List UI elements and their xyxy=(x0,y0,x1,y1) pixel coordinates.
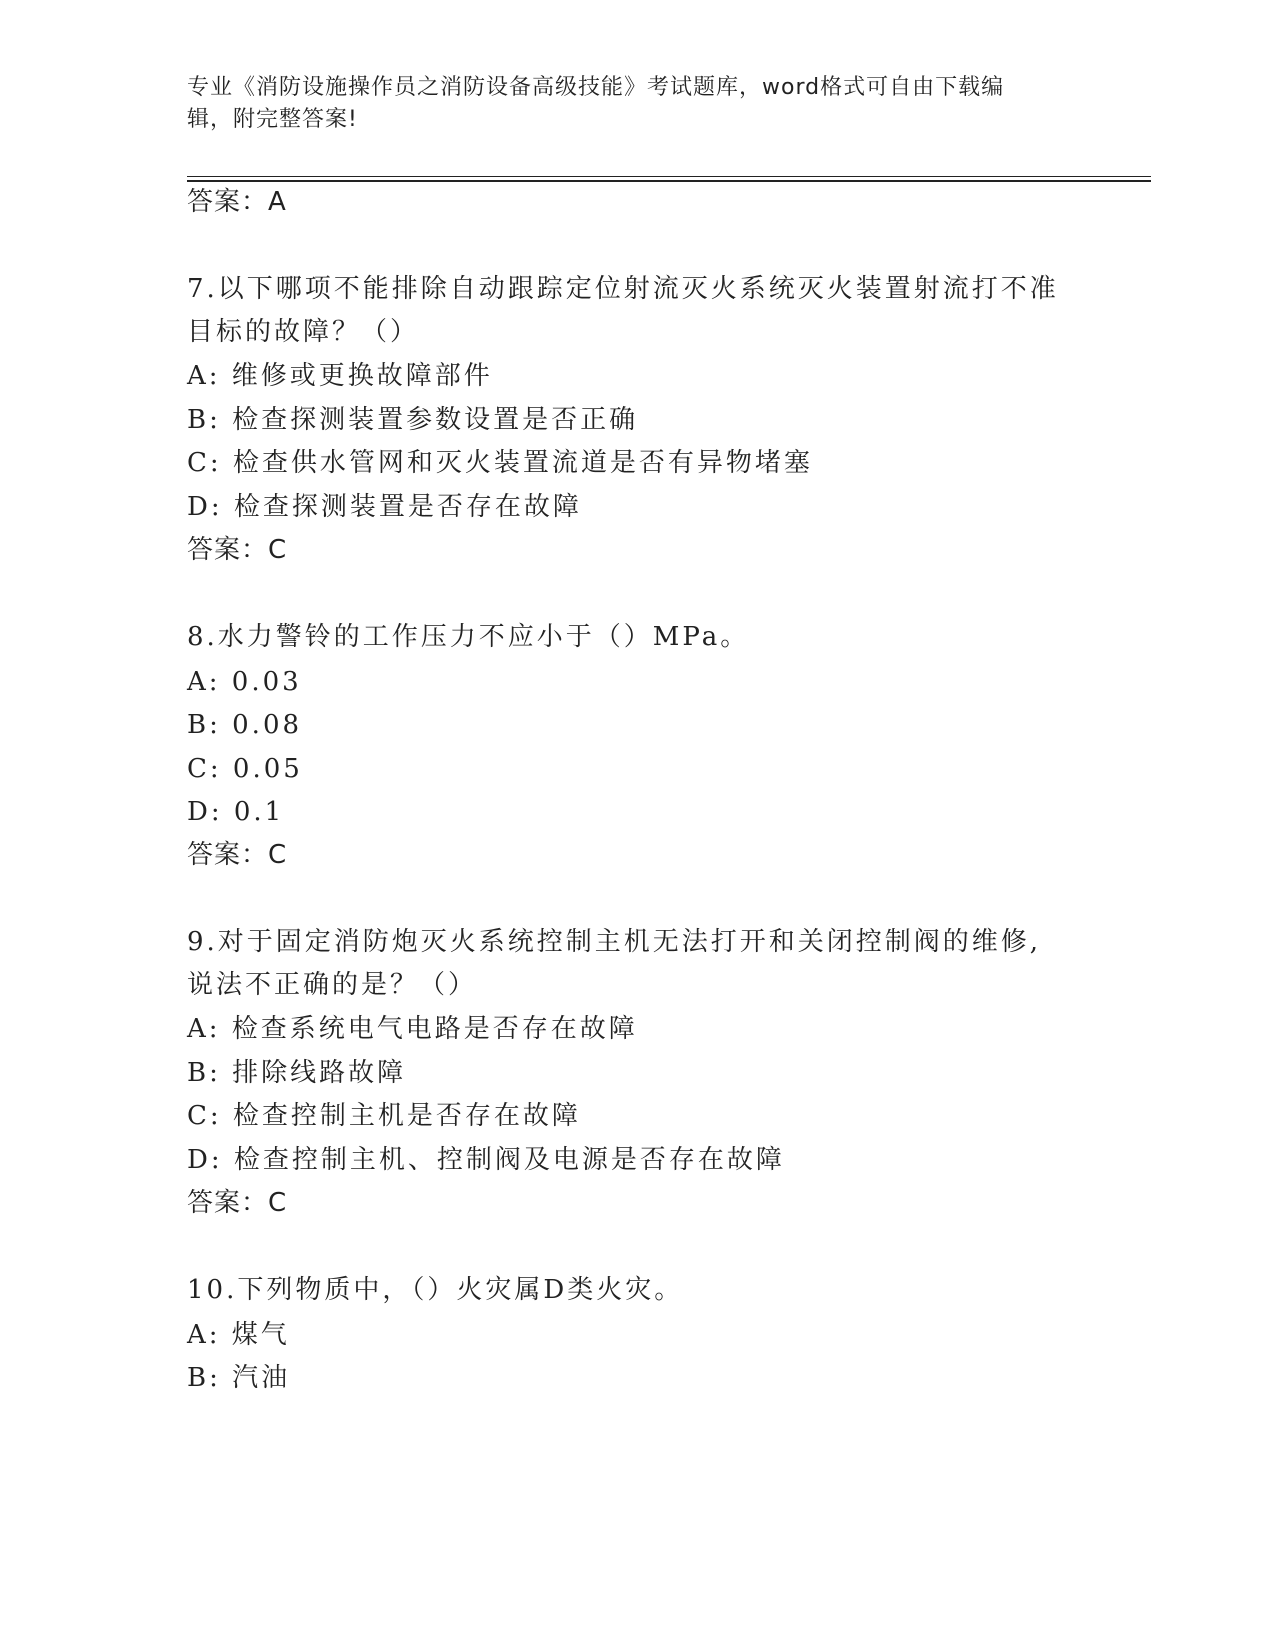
question-7-option-c: C: 检查供水管网和灭火装置流道是否有异物堵塞 xyxy=(187,448,813,478)
question-8-stem: 8.水力警铃的工作压力不应小于（）MPa。 xyxy=(187,622,750,652)
question-9-stem-line-2: 说法不正确的是？（） xyxy=(187,970,478,1000)
question-8-option-a: A: 0.03 xyxy=(187,667,302,697)
question-9-stem-line-1: 9.对于固定消防炮灭火系统控制主机无法打开和关闭控制阀的维修, xyxy=(187,927,1042,957)
header-divider-thick xyxy=(187,180,1151,182)
header-line-2: 辑，附完整答案! xyxy=(187,107,358,132)
question-9-option-b: B: 排除线路故障 xyxy=(187,1058,407,1088)
header-line-1: 专业《消防设施操作员之消防设备高级技能》考试题库，word格式可自由下载编 xyxy=(187,75,1005,100)
question-7-option-d: D: 检查探测装置是否存在故障 xyxy=(187,492,582,522)
question-9-option-d: D: 检查控制主机、控制阀及电源是否存在故障 xyxy=(187,1145,785,1175)
question-7-option-a: A: 维修或更换故障部件 xyxy=(187,361,493,391)
question-8-option-d: D: 0.1 xyxy=(187,797,285,827)
question-8-option-b: B: 0.08 xyxy=(187,710,303,740)
question-8-answer: 答案：C xyxy=(187,840,288,870)
header-divider-thin xyxy=(187,176,1151,177)
question-9-option-a: A: 检查系统电气电路是否存在故障 xyxy=(187,1014,638,1044)
document-header xyxy=(187,72,1087,136)
question-7-stem-line-1: 7.以下哪项不能排除自动跟踪定位射流灭火系统灭火装置射流打不准 xyxy=(187,274,1059,304)
question-7-option-b: B: 检查探测装置参数设置是否正确 xyxy=(187,405,639,435)
question-8-option-c: C: 0.05 xyxy=(187,754,303,784)
previous-answer: 答案：A xyxy=(187,187,287,217)
question-10-stem: 10.下列物质中，（）火灾属D类火灾。 xyxy=(187,1275,684,1305)
question-9-option-c: C: 检查控制主机是否存在故障 xyxy=(187,1101,581,1131)
question-10-option-a: A: 煤气 xyxy=(187,1320,290,1350)
question-7-answer: 答案：C xyxy=(187,535,288,565)
question-9-answer: 答案：C xyxy=(187,1188,288,1218)
question-10-option-b: B: 汽油 xyxy=(187,1363,291,1393)
question-7-stem-line-2: 目标的故障？（） xyxy=(187,317,420,347)
